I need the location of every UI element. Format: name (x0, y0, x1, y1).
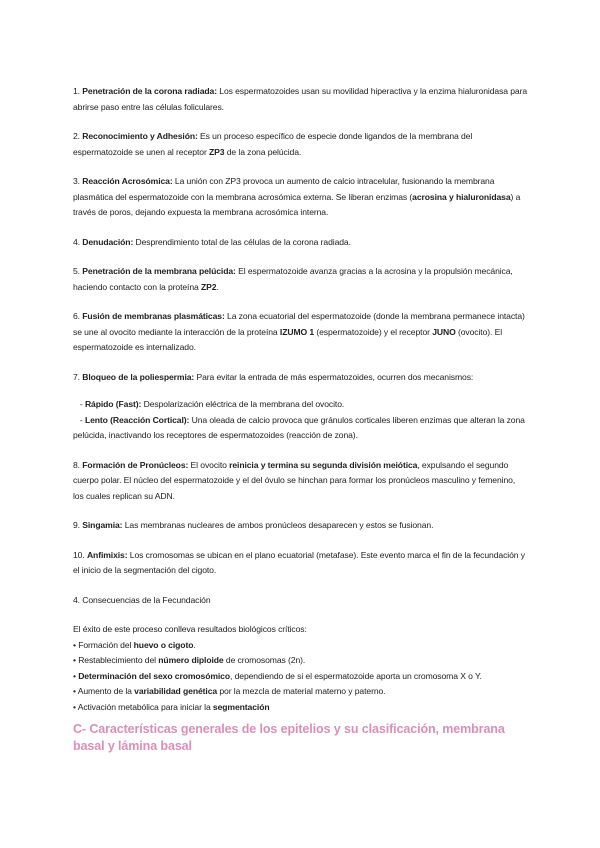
consequences-list (73, 638, 528, 716)
step-title: Anfimixis: (86, 549, 128, 560)
step-6 (73, 309, 528, 356)
step-title: Reacción Acrosómica: (82, 176, 173, 186)
step-text: Es un proceso específico de especie donde ligandos de la membrana del espermatozoide se unen al receptor (73, 131, 473, 157)
step-text: ) a través de poros, dejando expuesta la membrana acrosómica interna. (73, 191, 521, 217)
list-item-text: • Formación del (73, 639, 134, 650)
step-title: Penetración de la corona radiada: (82, 86, 217, 96)
list-item (73, 638, 528, 654)
step-text: La unión con ZP3 provoca un aumento de calcio intracelular, fusionando la membrana plasmática del espermatozoide con la membrana acrosómica externa. Se liberan enzimas ( (73, 176, 495, 202)
step-title: Singamia: (82, 520, 123, 530)
list-item-text: por la mezcla de material materno y paterno. (217, 686, 386, 696)
list-item-emphasis: variabilidad genética (134, 686, 218, 696)
list-item-text: • Aumento de la (73, 686, 135, 696)
list-item-emphasis: Determinación del sexo cromosómico (78, 670, 231, 681)
step-emphasis: acrosina y hialuronidasa (412, 191, 511, 202)
step-4 (73, 235, 528, 251)
mechanism-text: Despolarización eléctrica de la membrana del ovocito. (141, 399, 345, 409)
step-text: El espermatozoide avanza gracias a la acrosina y la propulsión mecánica, haciendo contacto con la proteína (73, 266, 513, 292)
step-text: Las membranas nucleares de ambos pronúcleos desaparecen y estos se fusionan. (122, 520, 434, 530)
document-body (73, 84, 528, 755)
step-text: (espermatozoide) y el receptor (314, 326, 433, 337)
list-item-emphasis: número diploide (158, 655, 224, 665)
mechanism-text: Una oleada de calcio provoca que gránulos corticales liberen enzimas que alteran la zona pelúcida, inactivando los receptores de espermatozoides (reacción de zona). (73, 414, 525, 440)
step-8 (73, 458, 528, 505)
step-7 (73, 370, 528, 386)
step-title: Reconocimiento y Adhesión: (82, 131, 198, 141)
step-text: (ovocito). El espermatozoide es internalizado. (73, 326, 503, 352)
list-item-text: . (193, 639, 196, 650)
step-text: La zona ecuatorial del espermatozoide (donde la membrana permanece intacta) se une al ovocito mediante la interacción de la proteína (73, 311, 525, 337)
step-text: El ovocito (188, 459, 230, 470)
step-emphasis: JUNO (432, 326, 456, 337)
step-number: 3. (73, 176, 80, 186)
step-number: 1. (73, 86, 80, 96)
list-item-text: de cromosomas (2n). (223, 655, 306, 665)
step-emphasis: reinicia y termina su segunda división meiótica (229, 459, 418, 470)
step-text: Los cromosomas se ubican en el plano ecuatorial (metafase). Este evento marca el fin de la fecundación y el inicio de la segmentación del cigoto. (73, 549, 525, 575)
list-item (73, 653, 528, 669)
step-text: . (216, 281, 219, 292)
list-item-text: , dependiendo de si el espermatozoide aporta un cromosoma X o Y. (230, 670, 482, 681)
step-1 (73, 84, 528, 115)
list-item (73, 700, 528, 716)
list-item (73, 669, 528, 685)
list-item-text: • Activación metabólica para iniciar la (73, 701, 213, 712)
mechanism-dash: - (79, 399, 85, 409)
step-7-mechanisms (73, 397, 528, 444)
step-title: Denudación: (82, 236, 134, 247)
step-number: 6. (73, 311, 80, 321)
step-text: Para evitar la entrada de más espermatozoides, ocurren dos mecanismos: (194, 371, 474, 382)
mechanism-title: Lento (Reacción Cortical): (84, 414, 190, 425)
list-item-emphasis: segmentación (212, 701, 270, 712)
step-5 (73, 264, 528, 295)
step-text: de la zona pelúcida. (224, 146, 302, 157)
list-item (73, 684, 528, 700)
step-title: Penetración de la membrana pelúcida: (82, 266, 236, 276)
step-2 (73, 129, 528, 160)
step-text: Los espermatozoides usan su movilidad hiperactiva y la enzima hialuronidasa para abrirse paso entre las células foliculares. (73, 86, 528, 112)
section-heading: C- Características generales de los epitelios y su clasificación, membrana basal y lámina basal (73, 722, 505, 753)
mechanism-slow (73, 413, 528, 444)
list-item-emphasis: huevo o cigoto (133, 639, 194, 650)
step-emphasis: ZP3 (209, 146, 225, 157)
step-9 (73, 518, 528, 534)
step-number: 5. (73, 266, 80, 276)
step-number: 9. (73, 520, 80, 530)
mechanism-title: Rápido (Fast): (84, 399, 142, 409)
step-number: 10. (73, 549, 85, 560)
step-number: 4. (73, 236, 80, 247)
step-number: 8. (73, 459, 80, 470)
step-number: 2. (73, 131, 80, 141)
step-text: Desprendimiento total de las células de la corona radiada. (133, 236, 351, 247)
mechanism-fast (73, 397, 528, 413)
step-number: 7. (73, 371, 80, 382)
list-item-text: • Restablecimiento del (73, 655, 159, 665)
consequences-intro: El éxito de este proceso conlleva resultados biológicos críticos: (73, 624, 307, 634)
mechanism-dash: - (79, 414, 85, 425)
step-3 (73, 174, 528, 221)
consequences-section (73, 622, 528, 715)
step-emphasis: ZP2 (201, 281, 217, 292)
consequences-heading: 4. Consecuencias de la Fecundación (73, 594, 211, 605)
step-title: Fusión de membranas plasmáticas: (82, 311, 225, 321)
list-item-text: • (73, 670, 79, 681)
step-10 (73, 548, 528, 579)
step-title: Formación de Pronúcleos: (82, 459, 189, 470)
step-emphasis: IZUMO 1 (279, 326, 315, 337)
step-text: , expulsando el segundo cuerpo polar. El núcleo del espermatozoide y el del óvulo se hinchan para formar los pronúcleos masculino y femenino, los cuales replican su ADN. (73, 459, 516, 501)
step-title: Bloqueo de la poliespermia: (82, 371, 195, 382)
